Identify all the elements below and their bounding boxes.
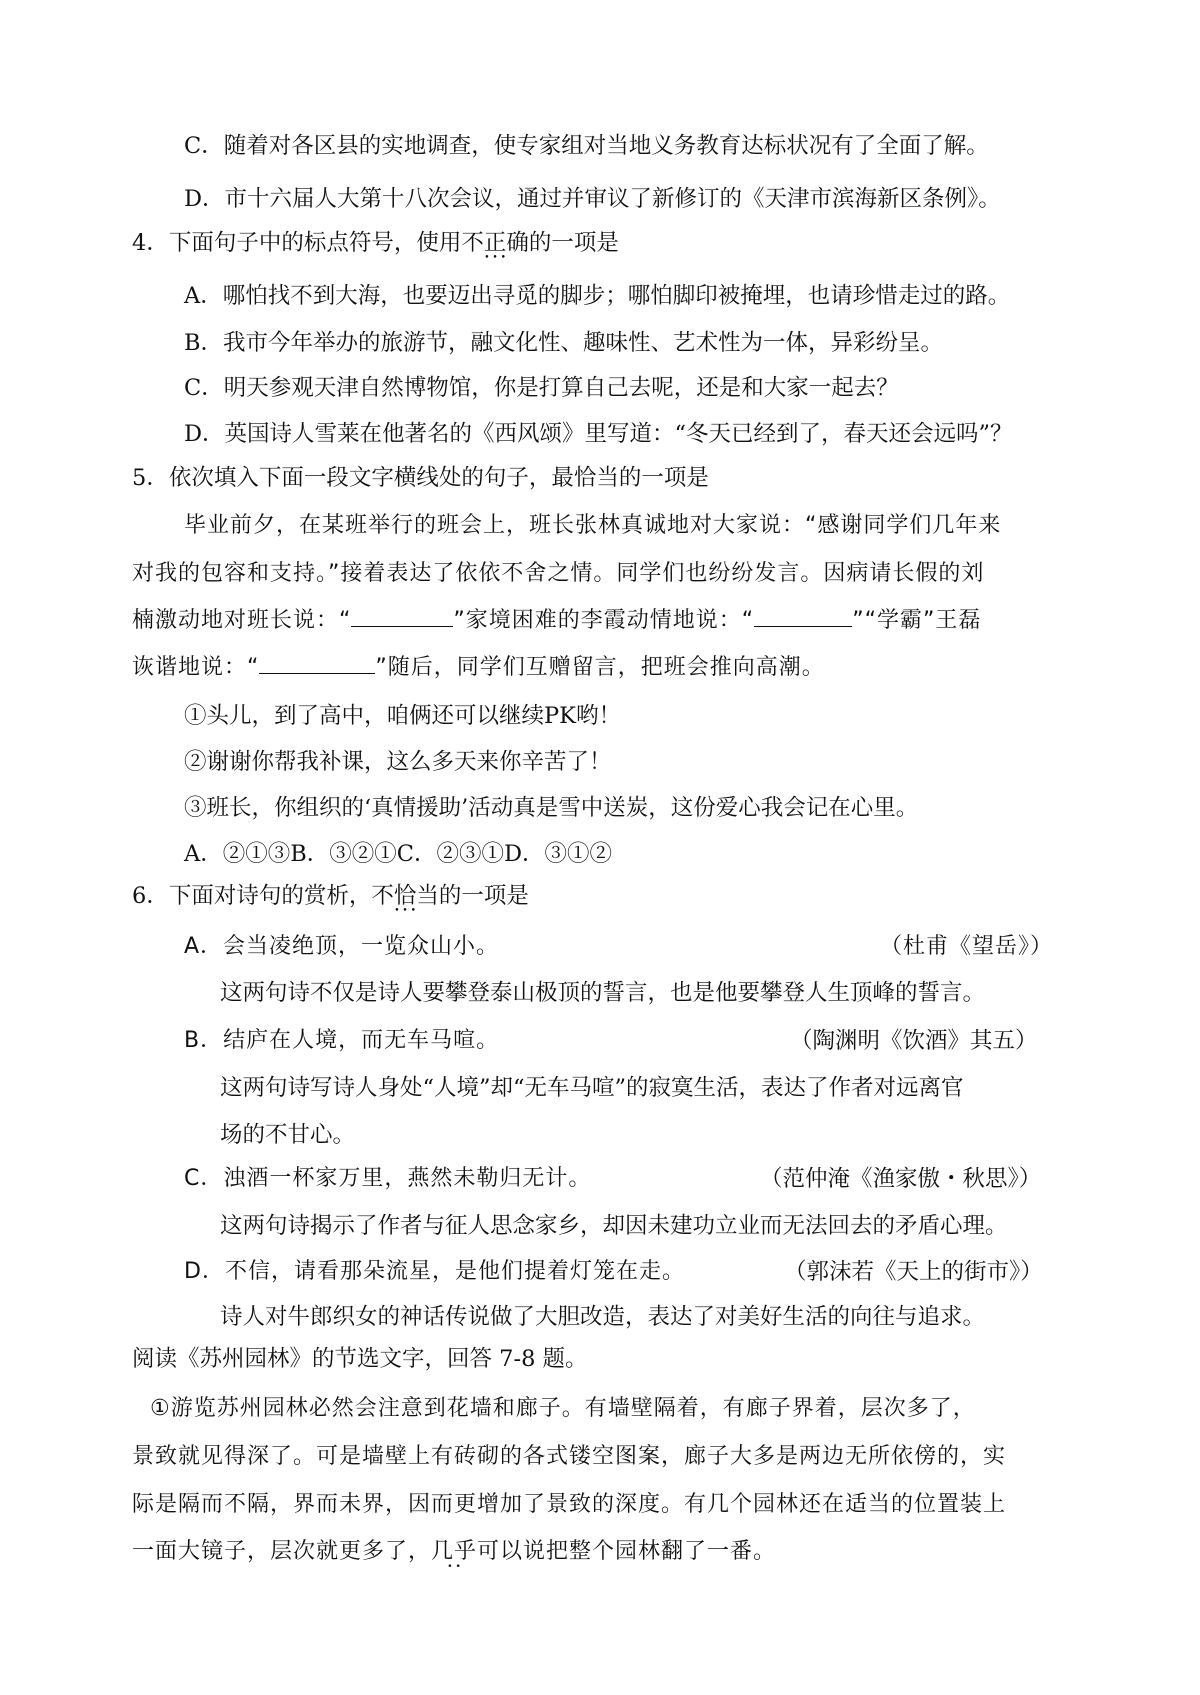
q5-line3-part-2: ”家境困难的李霞动情地说：“	[453, 608, 755, 633]
q5-passage-line-2: 对我的包容和支持。”接着表达了依依不舍之情。同学们也纷纷发言。因病请长假的刘	[132, 561, 985, 586]
q4-stem-pre: 4．下面句子中的标点符号，使用	[132, 230, 462, 256]
q6-option-a-source: （杜甫《望岳》）	[880, 934, 1054, 959]
q5-passage-line-1: 毕业前夕，在某班举行的班会上，班长张林真诚地对大家说：“感谢同学们几年来	[184, 513, 1002, 538]
q6-option-d-note: 诗人对牛郎织女的神话传说做了大胆改造，表达了对美好生活的向往与追求。	[220, 1304, 986, 1330]
q5-line4-part-2: ”随后，同学们互赠留言，把班会推向高潮。	[375, 655, 825, 680]
q6-option-b-poem: B．结庐在人境，而无车马喧。	[184, 1028, 500, 1053]
q6-stem-emphasis: 不恰当 • • •	[371, 885, 439, 908]
q5-passage-line-3	[132, 610, 981, 632]
q5-line3-part-3: ”“学霸”王磊	[852, 608, 982, 633]
reading-paragraph-line-3: 际是隔而不隔，界而未界，因而更增加了景致的深度。有几个园林还在适当的位置装上	[132, 1492, 1007, 1517]
q6-option-a-poem: A．会当凌绝顶，一览众山小。	[184, 934, 500, 959]
q4-stem-emphasis: 不正确 • • •	[461, 232, 529, 255]
reading-paragraph-line-2: 景致就见得深了。可是墙壁上有砖砌的各式镂空图案，廊子大多是两边无所依傍的，实	[132, 1444, 1007, 1469]
q5-blank-3	[259, 657, 375, 674]
q6-stem	[132, 885, 529, 908]
q6-option-c-poem: C．浊酒一杯家万里，燕然未勒归无计。	[184, 1166, 592, 1191]
reading-line4-emphasis: 几乎 • •	[431, 1541, 477, 1563]
reading-paragraph-line-4	[132, 1541, 776, 1563]
q4-stem	[132, 232, 619, 255]
q3-option-d: D．市十六届人大第十八次会议，通过并审议了新修订的《天津市滨海新区条例》。	[184, 186, 1001, 212]
q6-option-c-note: 这两句诗揭示了作者与征人思念家乡，却因未建功立业而无法回去的矛盾心理。	[220, 1213, 1008, 1239]
q4-option-c: C．明天参观天津自然博物馆，你是打算自己去呢，还是和大家一起去？	[184, 375, 899, 401]
q5-blank-2	[754, 610, 852, 627]
q6-option-d-source: （郭沫若《天上的街市》）	[784, 1259, 1043, 1285]
reading-line4-pre: 一面大镜子，层次就更多了，	[132, 1539, 432, 1564]
q5-answer-options: A．②①③B．③②①C．②③①D．③①②	[184, 841, 613, 867]
q6-option-b-note-line-2: 场的不甘心。	[220, 1122, 356, 1148]
q6-option-b-source: （陶渊明《饮酒》其五）	[790, 1028, 1038, 1054]
q5-line3-part-1: 楠激动地对班长说：“	[132, 608, 352, 633]
q5-passage-line-4	[132, 657, 825, 679]
q4-option-b: B．我市今年举办的旅游节，融文化性、趣味性、艺术性为一体，异彩纷呈。	[184, 330, 944, 356]
q6-option-a-note: 这两句诗不仅是诗人要攀登泰山极顶的誓言，也是他要攀登人生顶峰的誓言。	[220, 980, 986, 1006]
q6-option-d-poem: D．不信，请看那朵流星，是他们提着灯笼在走。	[184, 1259, 685, 1284]
q5-line4-part-1: 诙谐地说：“	[132, 655, 260, 680]
q3-option-c: C．随着对各区县的实地调查，使专家组对当地义务教育达标状况有了全面了解。	[184, 133, 989, 159]
q6-option-c-source: （范仲淹《渔家傲・秋思》）	[760, 1166, 1042, 1192]
q5-sentence-2: ②谢谢你帮我补课，这么多天来你辛苦了！	[184, 749, 612, 775]
q4-option-a: A．哪怕找不到大海，也要迈出寻觅的脚步；哪怕脚印被掩埋，也请珍惜走过的路。	[184, 283, 1011, 309]
q6-stem-post: 的一项是	[438, 883, 529, 909]
reading-paragraph-line-1: ①游览苏州园林必然会注意到花墙和廊子。有墙壁隔着，有廊子界着，层次多了，	[150, 1396, 976, 1421]
reading-line4-post: 可以说把整个园林翻了一番。	[477, 1539, 777, 1564]
q4-stem-post: 的一项是	[528, 230, 619, 256]
q6-option-b-note-line-1: 这两句诗写诗人身处“人境”却“无车马喧”的寂寞生活，表达了作者对远离官	[220, 1075, 964, 1101]
q5-sentence-3: ③班长，你组织的‘真情援助’活动真是雪中送炭，这份爱心我会记在心里。	[184, 795, 919, 821]
q5-stem: 5．依次填入下面一段文字横线处的句子，最恰当的一项是	[132, 465, 709, 491]
q5-sentence-1: ①头儿，到了高中，咱俩还可以继续PK哟！	[184, 703, 621, 729]
reading-intro: 阅读《苏州园林》的节选文字，回答 7-8 题。	[132, 1346, 588, 1372]
q5-blank-1	[351, 610, 453, 627]
q6-stem-pre: 6．下面对诗句的赏析，	[132, 883, 372, 909]
q4-option-d: D．英国诗人雪莱在他著名的《西风颂》里写道：“冬天已经到了，春天还会远吗”？	[184, 421, 1013, 447]
